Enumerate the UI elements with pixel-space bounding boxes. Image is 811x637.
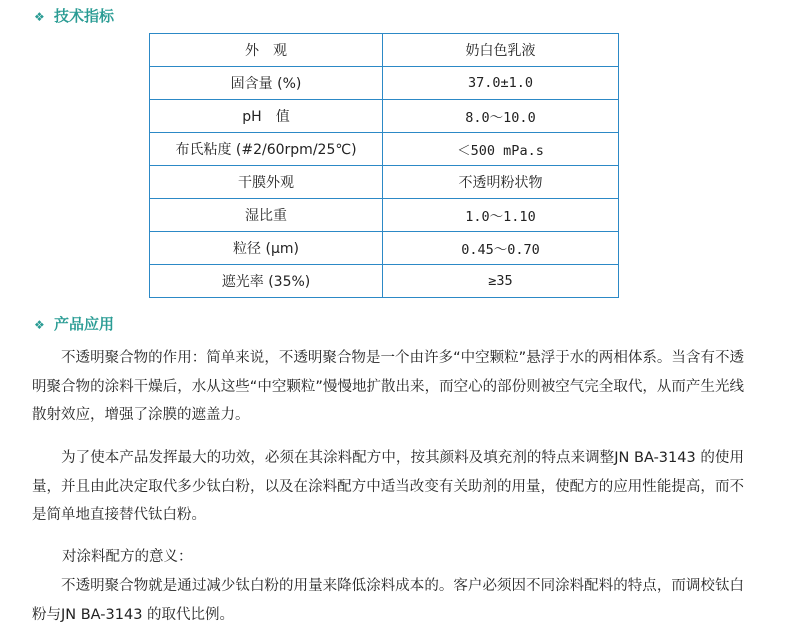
spec-value-cell: 37.0±1.0 [383, 67, 619, 100]
spec-value-cell: 0.45～0.70 [383, 232, 619, 265]
specs-table [149, 33, 619, 298]
diamond-bullet-icon: ❖ [34, 318, 45, 332]
paragraph-cost-reduction: 不透明聚合物就是通过减少钛白粉的用量来降低涂料成本的。客户必须因不同涂料配料的特点，而调校钛白粉与JN BA-3143 的取代比例。 [32, 578, 744, 623]
table-row [150, 34, 619, 67]
spec-name-cell: 湿比重 [150, 199, 383, 232]
spec-name-cell: 布氏粘度 (#2/60rpm/25℃) [150, 133, 383, 166]
spec-name-cell: pH 值 [150, 100, 383, 133]
paragraph-opaque-polymer-function: 不透明聚合物的作用：简单来说，不透明聚合物是一个由许多“中空颗粒”悬浮于水的两相体系。当含有不透明聚合物的涂料干燥后，水从这些“中空颗粒”慢慢地扩散出来，而空心的部份则被空气完全取代，从而产生光线散射效应，增强了涂膜的遮盖力。 [32, 350, 744, 423]
table-row [150, 133, 619, 166]
diamond-bullet-icon: ❖ [34, 10, 45, 24]
spec-value-cell: ＜500 mPa.s [383, 133, 619, 166]
table-row [150, 100, 619, 133]
spec-name-cell: 干膜外观 [150, 166, 383, 199]
table-row [150, 166, 619, 199]
spec-value-cell: 1.0～1.10 [383, 199, 619, 232]
spec-value-cell: 奶白色乳液 [383, 34, 619, 67]
spec-name-cell: 遮光率 (35%) [150, 265, 383, 298]
spec-name-cell: 固含量 (%) [150, 67, 383, 100]
spec-name-cell: 粒径 (μm) [150, 232, 383, 265]
spec-value-cell: ≥35 [383, 265, 619, 298]
table-row [150, 67, 619, 100]
paragraph-usage-guidance: 为了使本产品发挥最大的功效，必须在其涂料配方中，按其颜料及填充剂的特点来调整JN BA-3143 的使用量，并且由此决定取代多少钛白粉，以及在涂料配方中适当改变有关助剂的用量，使配方的应用性能提高，而不是简单地直接替代钛白粉。 [32, 450, 744, 523]
section-title: 产品应用 [54, 315, 115, 333]
section-heading-specs [34, 4, 114, 28]
table-row [150, 232, 619, 265]
section-heading-applications [34, 312, 114, 336]
table-row [150, 265, 619, 298]
table-row [150, 199, 619, 232]
section-title: 技术指标 [54, 7, 115, 25]
spec-name-cell: 外 观 [150, 34, 383, 67]
spec-value-cell: 8.0～10.0 [383, 100, 619, 133]
paragraph-formulation-significance-label: 对涂料配方的意义： [62, 549, 193, 565]
spec-value-cell: 不透明粉状物 [383, 166, 619, 199]
